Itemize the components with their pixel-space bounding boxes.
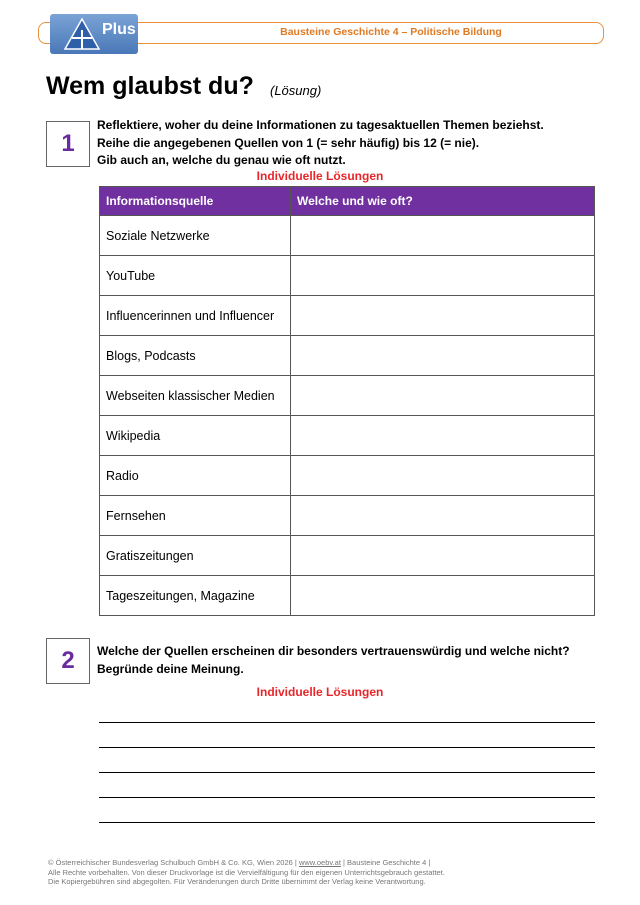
footer-copyright: © Österreichischer Bundesverlag Schulbuch GmbH & Co. KG, Wien 2026 | [48,858,297,867]
table-row [100,576,595,616]
task2-line-1: Welche der Quellen erscheinen dir besonders vertrauenswürdig und welche nicht? [97,644,570,658]
task2-instructions [97,643,570,678]
answer-line[interactable] [99,722,595,723]
answer-cell[interactable] [291,496,595,536]
table-header-row [100,187,595,216]
task1-instructions [97,117,544,170]
answer-cell[interactable] [291,576,595,616]
triangle-logo-icon [64,18,100,50]
source-cell: Soziale Netzwerke [100,216,291,256]
task-number-1: 1 [46,121,90,167]
header-banner-text: Bausteine Geschichte 4 – Politische Bildung [280,26,502,38]
table-header-frequency: Welche und wie oft? [291,187,595,216]
task1-line-2: Reihe die angegebenen Quellen von 1 (= sehr häufig) bis 12 (= nie). [97,135,480,150]
table-row [100,456,595,496]
publisher-website-link[interactable]: www.oebv.at [298,858,341,867]
table-header-source: Informationsquelle [100,187,291,216]
source-cell: Webseiten klassischer Medien [100,376,291,416]
answer-cell[interactable] [291,256,595,296]
answer-line[interactable] [99,797,595,798]
table-row [100,496,595,536]
source-cell: Tageszeitungen, Magazine [100,576,291,616]
footer-line-3: Die Kopiergebühren sind abgegolten. Für Veränderungen durch Dritte übernimmt der Verlag keine Verantwortung. [48,877,426,886]
source-cell: Blogs, Podcasts [100,336,291,376]
page-title: Wem glaubst du? [46,72,254,100]
task-number-2: 2 [46,638,90,684]
answer-cell[interactable] [291,376,595,416]
source-cell: YouTube [100,256,291,296]
answer-cell[interactable] [291,536,595,576]
table-row [100,536,595,576]
source-cell: Wikipedia [100,416,291,456]
sources-table [99,186,595,616]
answer-line[interactable] [99,747,595,748]
task2-line-2: Begründe deine Meinung. [97,661,244,676]
answer-line[interactable] [99,822,595,823]
answer-line[interactable] [99,772,595,773]
footer-line-2: Alle Rechte vorbehalten. Von dieser Druckvorlage ist die Vervielfältigung für den eigenen Unterrichtsgebrauch gestattet. [48,867,445,877]
task2-solution-note: Individuelle Lösungen [256,685,384,699]
table-row [100,216,595,256]
source-cell: Radio [100,456,291,496]
table-row [100,256,595,296]
source-cell: Gratiszeitungen [100,536,291,576]
task1-line-3: Gib auch an, welche du genau wie oft nutzt. [97,153,346,167]
answer-cell[interactable] [291,216,595,256]
answer-cell[interactable] [291,416,595,456]
footer-book-title: | Bausteine Geschichte 4 | [343,858,431,867]
source-cell: Influencerinnen und Influencer [100,296,291,336]
page-subtitle: (Lösung) [270,83,322,98]
answer-cell[interactable] [291,456,595,496]
logo-plus-text: Plus [102,21,136,38]
answer-cell[interactable] [291,296,595,336]
answer-cell[interactable] [291,336,595,376]
table-row [100,416,595,456]
footer-line-1 [48,858,445,868]
task1-solution-note: Individuelle Lösungen [256,169,384,183]
publisher-logo [50,14,138,54]
table-row [100,376,595,416]
table-row [100,296,595,336]
copyright-footer [48,858,445,887]
source-cell: Fernsehen [100,496,291,536]
task1-line-1: Reflektiere, woher du deine Informationen zu tagesaktuellen Themen beziehst. [97,118,544,132]
table-row [100,336,595,376]
